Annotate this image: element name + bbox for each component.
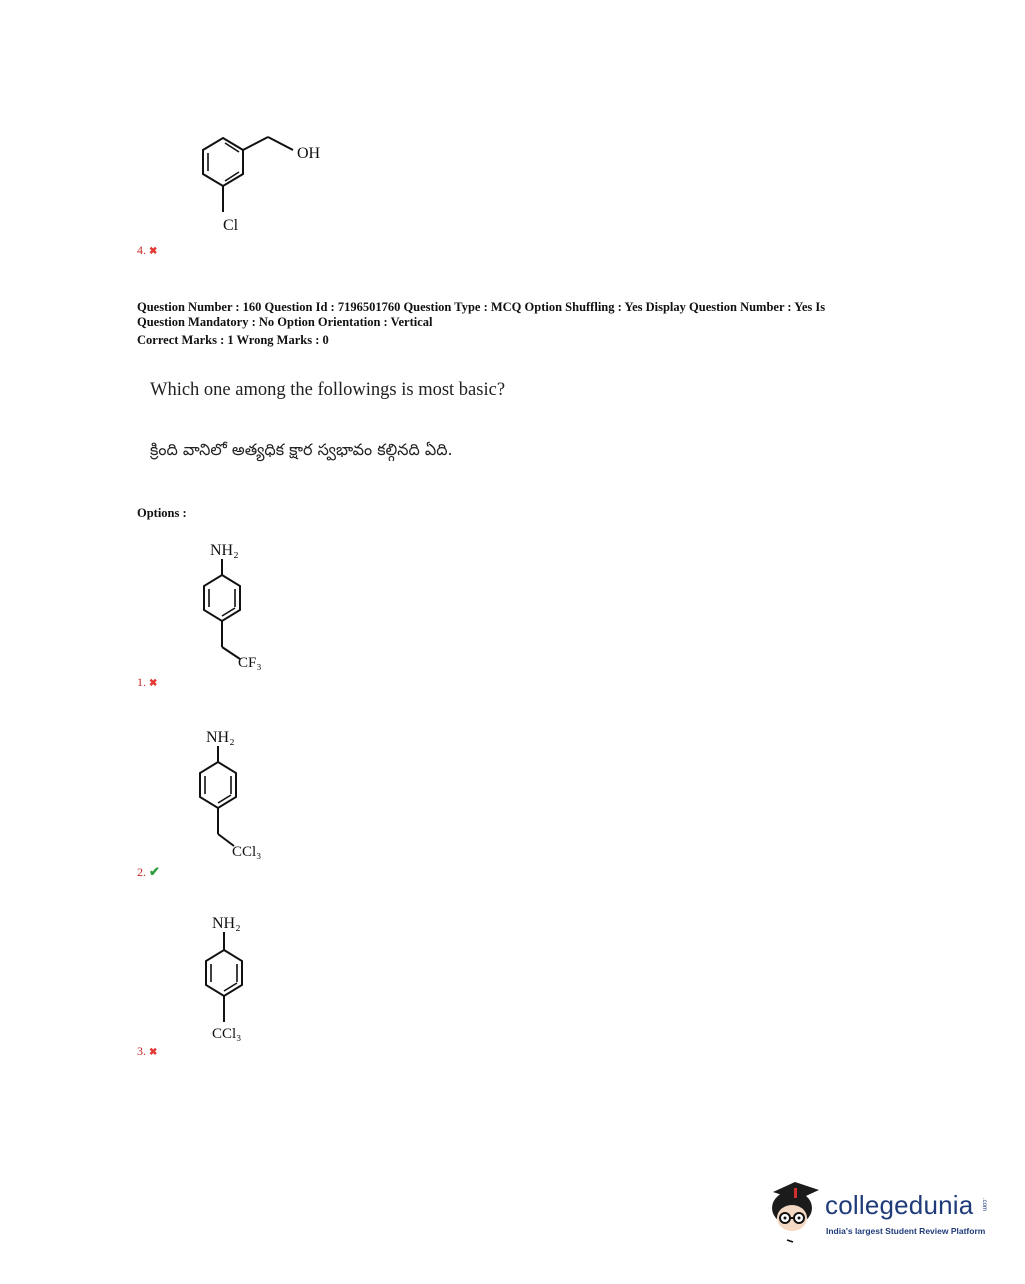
nh2-label: NH₂ xyxy=(206,729,235,746)
meta-line-2: Question Mandatory : No Option Orientation : Vertical xyxy=(137,315,433,329)
ccl3-label: CCl₃ xyxy=(232,844,262,860)
option-3-structure xyxy=(190,910,290,1050)
amine-cf3-diagram xyxy=(180,535,300,675)
brand-com: .com xyxy=(981,1198,987,1212)
question-meta xyxy=(137,300,897,348)
mascot-icon xyxy=(765,1178,825,1244)
chlorobenzyl-alcohol-diagram xyxy=(185,130,345,240)
brand-name: collegedunia xyxy=(825,1190,974,1220)
correct-mark-icon: ✔ xyxy=(149,864,160,879)
previous-option-structure xyxy=(185,130,345,240)
option-2-structure xyxy=(178,722,298,867)
question-text-telugu: క్రింది వానిలో అత్యధిక క్షార స్వభావం కల్గినది ఏది. xyxy=(150,440,453,459)
wrong-mark-icon: ✖ xyxy=(149,246,158,257)
brand-logo xyxy=(765,1178,995,1248)
nh2-label: NH₂ xyxy=(212,915,241,932)
option-2-number xyxy=(137,864,160,880)
brand-tagline: India's largest Student Review Platform xyxy=(826,1226,986,1236)
option-number: 2. xyxy=(137,865,146,879)
cf3-label: CF₃ xyxy=(238,655,262,671)
option-3-number xyxy=(137,1044,157,1059)
option-1-structure xyxy=(180,535,300,675)
wrong-mark-icon: ✖ xyxy=(149,678,158,689)
option-number: 3. xyxy=(137,1044,146,1058)
amine-ccl3-diagram xyxy=(190,910,290,1050)
meta-line-1: Question Number : 160 Question Id : 7196501760 Question Type : MCQ Option Shuffling : Yes Display Question Number : Yes Is xyxy=(137,300,826,314)
ccl3-label: CCl₃ xyxy=(212,1026,242,1042)
meta-line-3: Correct Marks : 1 Wrong Marks : 0 xyxy=(137,333,329,347)
option-1-number xyxy=(137,675,157,690)
previous-option-number xyxy=(137,243,157,258)
nh2-label: NH₂ xyxy=(210,542,239,559)
oh-label: OH xyxy=(297,145,321,162)
cl-label: Cl xyxy=(223,217,239,234)
options-label: Options : xyxy=(137,506,187,520)
option-number: 4. xyxy=(137,243,146,257)
option-number: 1. xyxy=(137,675,146,689)
amine-ccl3-ethyl-diagram xyxy=(178,722,298,867)
wrong-mark-icon: ✖ xyxy=(149,1047,158,1058)
question-text-english: Which one among the followings is most basic? xyxy=(150,380,506,400)
